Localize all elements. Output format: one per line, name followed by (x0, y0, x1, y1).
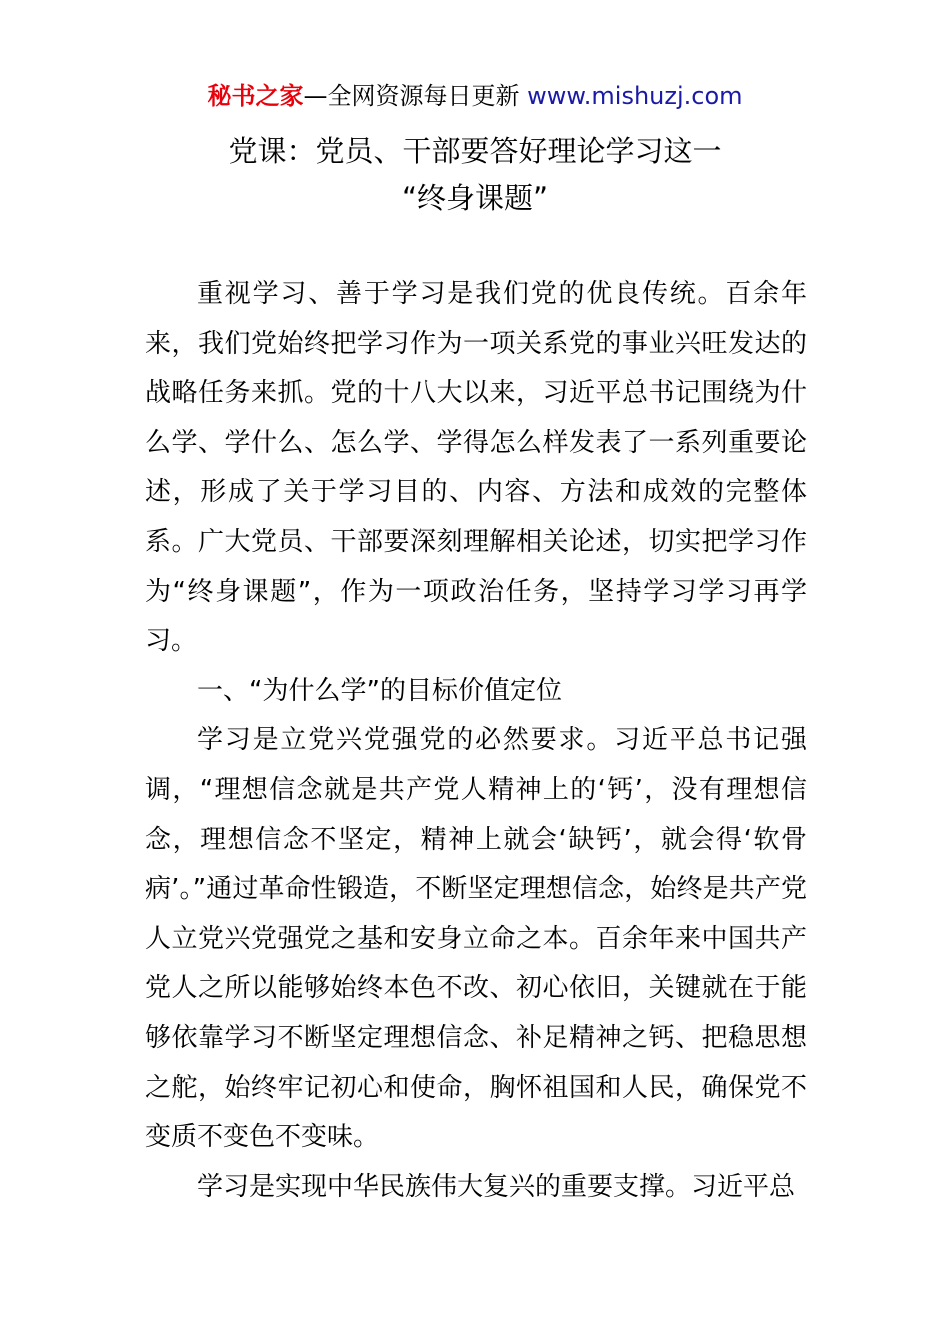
section-heading-1: 一、“为什么学”的目标价值定位 (197, 675, 562, 706)
site-header (0, 80, 950, 112)
paragraph-section-1-continued: 学习是实现中华民族伟大复兴的重要支撑。习近平总 (197, 1171, 796, 1202)
paragraph-section-1: 学习是立党兴党强党的必然要求。习近平总书记强调，“理想信念就是共产党人精神上的‘钙’，没有理想信念，理想信念不坚定，精神上就会‘缺钙’，就会得‘软骨病’。”通过革命性锻造，不断坚定理想信念，始终是共产党人立党兴党强党之基和安身立命之本。百余年来中国共产党人之所以能够始终本色不改、初心依旧，关键就在于能够依靠学习不断坚定理想信念、补足精神之钙、把稳思想之舵，始终牢记初心和使命，胸怀祖国和人民，确保党不变质不变色不变味。 (145, 725, 807, 1153)
document-body (145, 270, 807, 1212)
site-tagline: —全网资源每日更新 (303, 82, 528, 110)
paragraph-intro: 重视学习、善于学习是我们党的优良传统。百余年来，我们党始终把学习作为一项关系党的事业兴旺发达的战略任务来抓。党的十八大以来，习近平总书记围绕为什么学、学什么、怎么学、学得怎么样发表了一系列重要论述，形成了关于学习目的、内容、方法和成效的完整体系。广大党员、干部要深刻理解相关论述，切实把学习作为“终身课题”，作为一项政治任务，坚持学习学习再学习。 (145, 279, 807, 657)
site-brand: 秘书之家 (207, 82, 304, 110)
title-line-1: 党课：党员、干部要答好理论学习这一 (228, 134, 722, 168)
site-url[interactable]: www.mishuzj.com (527, 82, 743, 110)
document-title (0, 128, 950, 222)
title-line-2: “终身课题” (401, 181, 549, 215)
